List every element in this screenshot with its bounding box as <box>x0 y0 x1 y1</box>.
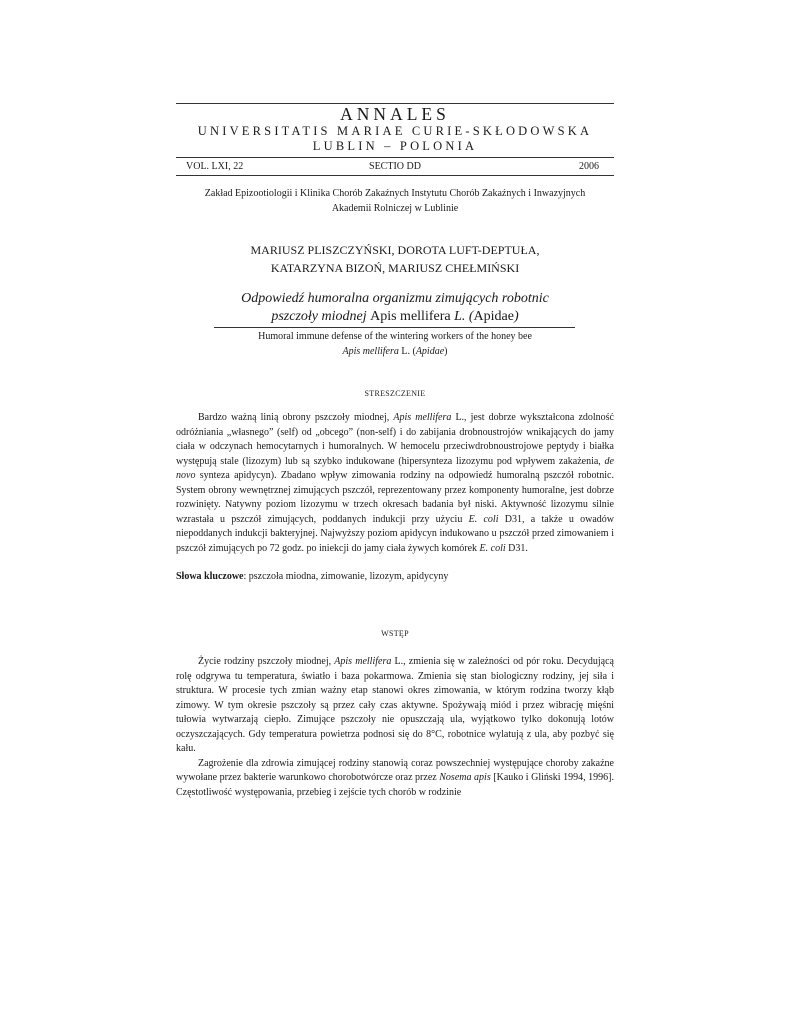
abstract-text-1: Bardzo ważną linią obrony pszczoły miodnej, <box>198 412 394 423</box>
intro-body <box>176 655 614 800</box>
intro-p1-species: Apis mellifera <box>334 656 392 667</box>
title-pl-family: Apidae <box>473 308 514 324</box>
title-pl-part-e: ) <box>513 308 519 324</box>
abstract-text-2: L., jest dobrze wykształcona zdolność odróżniania „własnego” (self) od „obcego” (non-self) i do zabijania drobnoustrojów wnikających do jamy ciała w odczynach hemocytarnych i humoralnych. W hemocelu przeciwdrobnoustrojowe peptydy i białka występują stale (lizozym) lub są szybko indukowane (hipersynteza lizozymu pod wpływem zakażenia, <box>176 412 614 467</box>
title-en-part-b: L. ( <box>398 345 416 357</box>
title-rule <box>214 327 575 328</box>
abstract-text-5: D31. <box>505 542 528 554</box>
journal-volume: VOL. LXI, 22 <box>186 161 244 172</box>
keywords-text: : pszczoła miodna, zimowanie, lizozym, apidycyny <box>243 571 449 582</box>
journal-year: 2006 <box>579 161 599 172</box>
abstract-text-4: D31, a także u owadów niepoddanych indukcji bakteryjnej. Najwyższy poziom apidycyn indukowano u pszczół przed zimowaniem i pszczół zimujących po 72 godz. po iniekcji do jamy ciała żywych komórek <box>176 513 615 554</box>
intro-p1-text-2: L., zmienia się w zależności od pór roku. Decydującą rolę odgrywa tu temperatura, światło i baza pokarmowa. Zmienia się stan biologiczny rodziny, jej siła i struktura. W procesie tych zmian ważny etap stanowi okres zimowania, w którym rodzina tworzy kłąb zimowy. W tym okresie pszczoły są przez cały czas aktywne. Spożywają miód i przez wibrację mięśni tułowia wytwarzają ciepło. Zimujące pszczoły nie opuszczają ula, wyjątkowo tylko dokonują lotów oczyszczających. Gdy temperatura powietrza podnosi się do 8°C, robotnice wylatują z ula, aby pozbyć się kału. <box>176 656 614 754</box>
title-en-part-d: ) <box>444 345 448 357</box>
title-en-line-2 <box>176 345 614 360</box>
paper-title-en <box>176 330 614 359</box>
intro-p1-text-1: Życie rodziny pszczoły miodnej, <box>198 656 335 667</box>
title-pl-line-2 <box>176 308 614 326</box>
institution-line-1: Zakład Epizootiologii i Klinika Chorób Zakaźnych Instytutu Chorób Zakaźnych i Inwazyjnych <box>204 188 586 199</box>
title-pl-line-1-text: Odpowiedź humoralna organizmu zimujących robotnic <box>241 291 549 306</box>
paper-title-pl <box>176 290 614 325</box>
keywords-label: Słowa kluczowe <box>176 571 244 582</box>
journal-university: UNIVERSITATIS MARIAE CURIE-SKŁODOWSKA <box>197 124 593 138</box>
volume-rule <box>176 175 614 176</box>
authors-line-2: KATARZYNA BIZOŃ, MARIUSZ CHEŁMIŃSKI <box>270 261 520 275</box>
journal-section: SECTIO DD <box>369 161 421 172</box>
authors-line-1: MARIUSZ PLISZCZYŃSKI, DOROTA LUFT-DEPTUŁA, <box>250 243 540 257</box>
abstract-ecoli-2: E. coli <box>479 542 506 554</box>
title-en-family: Apidae <box>415 345 445 357</box>
journal-city: LUBLIN – POLONIA <box>312 139 478 153</box>
title-en-species: Apis mellifera <box>342 345 399 357</box>
title-pl-part-c: L. ( <box>450 308 474 324</box>
institution <box>176 187 614 216</box>
intro-paragraph-1 <box>176 655 614 757</box>
title-pl-part-a: pszczoły miodnej <box>271 308 371 324</box>
title-en-line-1: Humoral immune defense of the wintering workers of the honey bee <box>258 331 532 342</box>
title-pl-line-1 <box>176 290 614 308</box>
institution-line-2: Akademii Rolniczej w Lublinie <box>331 202 459 214</box>
keywords <box>176 570 614 585</box>
masthead-rule <box>176 157 614 158</box>
title-pl-species: Apis mellifera <box>370 308 451 324</box>
abstract-paragraph <box>176 411 614 556</box>
intro-p2-text-1: Zagrożenie dla zdrowia zimującej rodziny stanowią coraz powszechniej występujące choroby zakaźne wywołane przez bakterie warunkowo chorobotwórcze oraz przez <box>176 757 614 783</box>
abstract-heading: STRESZCZENIE <box>364 389 426 398</box>
authors <box>176 241 614 277</box>
abstract-text-3: synteza apidycyn). Zbadano wpływ zimowania rodziny na odpowiedź humoralną pszczół robotnic. System obrony wewnętrznej zimujących pszczół, reprezentowany przez komponenty humoralne, jest dobrze rozwinięty. Natywny poziom lizozymu w trzech okresach badania był niski. Aktywność lizozymu silnie wzrastała u pszczół zimujących, poddanych indukcji przy użyciu <box>176 470 614 525</box>
abstract-species: Apis mellifera <box>393 412 452 423</box>
journal-title: ANNALES <box>340 104 450 124</box>
abstract-de-novo: de novo <box>176 455 614 481</box>
intro-paragraph-2 <box>176 757 614 801</box>
intro-p2-nosema: Nosema apis <box>439 772 491 783</box>
intro-p2-text-2: [Kauko i Gliński 1994, 1996]. Częstotliwość występowania, przebieg i zejście tych chorób w rodzinie <box>176 772 614 798</box>
abstract-ecoli-1: E. coli <box>468 513 499 525</box>
intro-heading: WSTĘP <box>381 629 409 638</box>
abstract-body <box>176 411 614 556</box>
